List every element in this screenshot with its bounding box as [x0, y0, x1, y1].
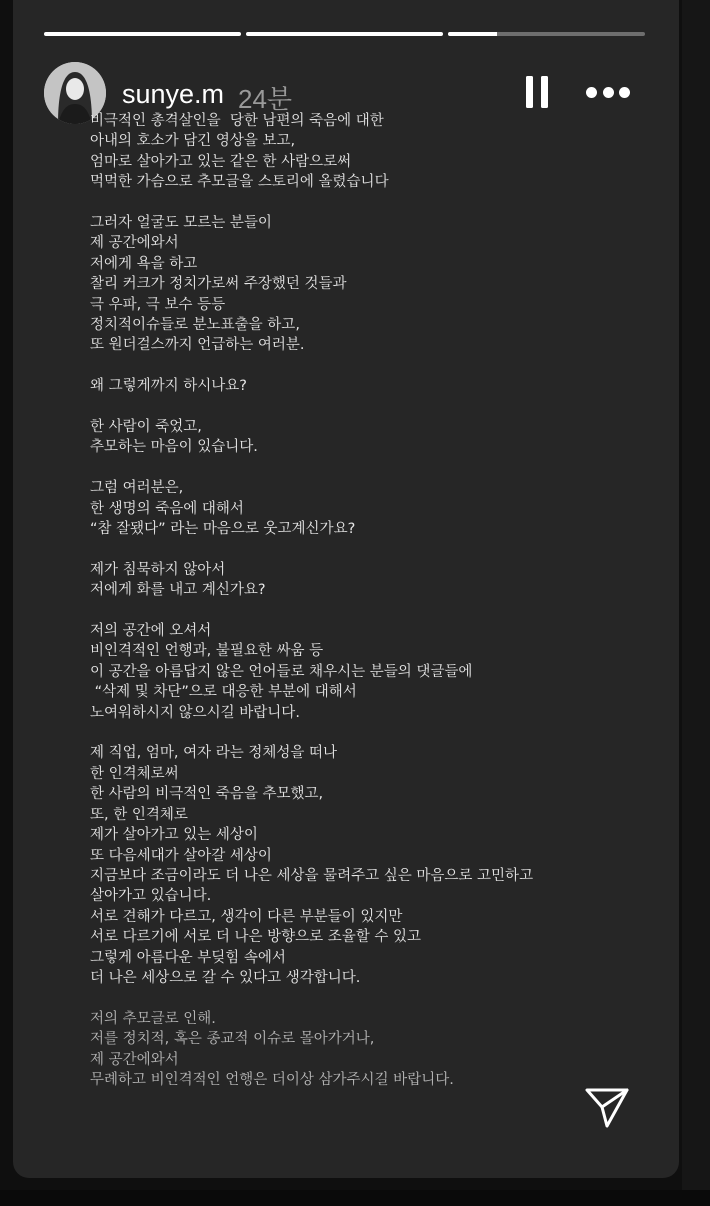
story-line: 또, 한 인격체로 — [90, 806, 188, 823]
story-line: 제 공간에와서 — [90, 1051, 179, 1068]
more-options-icon[interactable] — [586, 87, 630, 99]
story-line: 서로 다르기에 서로 더 나은 방향으로 조율할 수 있고 — [90, 929, 422, 946]
post-time: 24분 — [238, 84, 293, 114]
story-line: 더 나은 세상으로 갈 수 있다고 생각합니다. — [90, 969, 361, 986]
window-edge — [682, 0, 710, 1206]
story-line: 무례하고 비인격적인 언행은 더이상 삼가주시길 바랍니다. — [90, 1071, 454, 1088]
story-line: “참 잘됐다” 라는 마음으로 웃고계신가요? — [90, 521, 356, 538]
story-line: 서로 견해가 다르고, 생각이 다른 부분들이 있지만 — [90, 908, 403, 925]
story-paragraph — [90, 376, 650, 396]
progress-segment-2 — [246, 32, 443, 36]
story-paragraph — [90, 111, 650, 193]
story-line: “삭제 및 차단”으로 대응한 부분에 대해서 — [90, 684, 357, 701]
story-line: 또 원더걸스까지 언급하는 여러분. — [90, 337, 305, 354]
story-line: 한 사람의 비극적인 죽음을 추모했고, — [90, 786, 324, 803]
story-line: 그렇게 아름다운 부딪힘 속에서 — [90, 949, 286, 966]
story-paragraph — [90, 621, 650, 723]
story-line: 그럼 여러분은, — [90, 480, 184, 497]
story-line: 저의 추모글로 인해. — [90, 1010, 216, 1027]
story-line: 저에게 화를 내고 계신가요? — [90, 582, 266, 599]
story-line: 이 공간을 아름답지 않은 언어들로 채우시는 분들의 댓글들에 — [90, 663, 473, 680]
story-line: 제가 침묵하지 않아서 — [90, 561, 226, 578]
story-line: 지금보다 조금이라도 더 나은 세상을 물려주고 싶은 마음으로 고민하고 — [90, 867, 534, 884]
story-line: 한 인격체로써 — [90, 765, 179, 782]
story-line: 극 우파, 극 보수 등등 — [90, 296, 226, 313]
story-line: 노여워하시지 않으시길 바랍니다. — [90, 704, 300, 721]
story-line: 살아가고 있습니다. — [90, 888, 212, 905]
story-paragraph — [90, 1009, 650, 1091]
story-line: 먹먹한 가슴으로 추모글을 스토리에 올렸습니다 — [90, 174, 389, 191]
story-paragraph — [90, 743, 650, 988]
story-line: 그러자 얼굴도 모르는 분들이 — [90, 215, 272, 232]
story-line: 저의 공간에 오셔서 — [90, 623, 212, 640]
story-line: 아내의 호소가 담긴 영상을 보고, — [90, 133, 296, 150]
username[interactable]: sunye.m — [122, 79, 225, 109]
story-line: 한 생명의 죽음에 대해서 — [90, 500, 244, 517]
story-progress-bar — [44, 32, 645, 36]
progress-segment-1 — [44, 32, 241, 36]
story-line: 저를 정치적, 혹은 종교적 이슈로 몰아가거나, — [90, 1031, 375, 1048]
story-line: 저에게 욕을 하고 — [90, 255, 198, 272]
story-line: 한 사람이 죽었고, — [90, 419, 202, 436]
story-line: 왜 그렇게까지 하시나요? — [90, 378, 247, 395]
progress-segment-3 — [448, 32, 645, 36]
story-line: 추모하는 마음이 있습니다. — [90, 439, 258, 456]
story-line: 비인격적인 언행과, 불필요한 싸움 등 — [90, 643, 324, 660]
story-line: 제 공간에와서 — [90, 235, 179, 252]
story-line: 제가 살아가고 있는 세상이 — [90, 827, 258, 844]
story-line: 찰리 커크가 정치가로써 주장했던 것들과 — [90, 276, 347, 293]
window-bottom-edge — [0, 1190, 710, 1206]
story-text — [90, 111, 650, 1090]
story-line: 또 다음세대가 살아갈 세상이 — [90, 847, 272, 864]
pause-icon[interactable] — [525, 76, 549, 108]
story-line: 제 직업, 엄마, 여자 라는 정체성을 떠나 — [90, 745, 337, 762]
story-paragraph — [90, 560, 650, 601]
story-paragraph — [90, 213, 650, 356]
send-icon[interactable] — [583, 1086, 631, 1130]
story-line: 정치적이슈들로 분노표출을 하고, — [90, 317, 300, 334]
story-paragraph — [90, 478, 650, 539]
story-line: 비극적인 총격살인을 당한 남편의 죽음에 대한 — [90, 113, 384, 129]
story-paragraph — [90, 417, 650, 458]
story-line: 엄마로 살아가고 있는 같은 한 사람으로써 — [90, 153, 352, 170]
